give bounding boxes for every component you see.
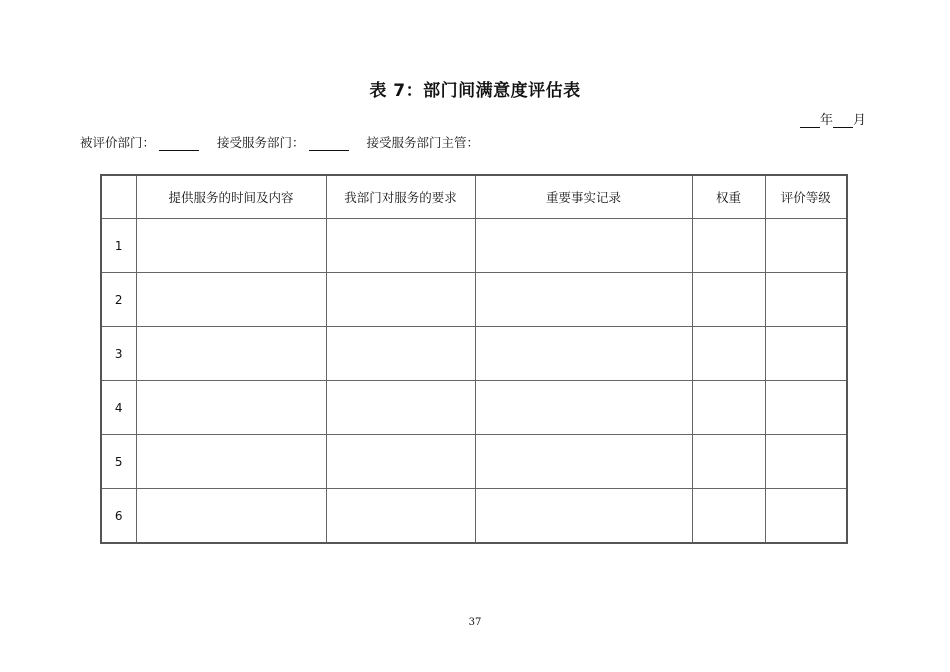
table-row [101,489,847,544]
header-service-time-content: 提供服务的时间及内容 [136,175,326,219]
table-row [101,327,847,381]
month-blank [833,115,853,128]
document-title: 表 7：部门间满意度评估表 [369,81,581,101]
receiving-supervisor-label: 接受服务部门主管： [366,135,480,150]
cell-rating[interactable] [765,489,847,544]
evaluation-table [100,174,848,544]
table-row [101,273,847,327]
cell-weight[interactable] [692,327,765,381]
cell-rating[interactable] [765,273,847,327]
cell-weight[interactable] [692,219,765,273]
header-service-requirements: 我部门对服务的要求 [326,175,475,219]
cell-weight[interactable] [692,381,765,435]
cell-rating[interactable] [765,219,847,273]
cell-service-requirements[interactable] [326,273,475,327]
row-number: 3 [101,327,136,381]
table-row [101,219,847,273]
header-key-facts: 重要事实记录 [475,175,692,219]
evaluated-dept-blank [159,138,199,151]
cell-service-requirements[interactable] [326,489,475,544]
evaluated-dept-label: 被评价部门： [80,135,156,150]
header-index [101,175,136,219]
cell-service-time-content[interactable] [136,489,326,544]
cell-rating[interactable] [765,327,847,381]
year-label: 年 [819,113,833,128]
cell-key-facts[interactable] [475,219,692,273]
receiving-dept-label: 接受服务部门： [217,135,305,150]
cell-service-requirements[interactable] [326,219,475,273]
cell-service-time-content[interactable] [136,327,326,381]
cell-weight[interactable] [692,273,765,327]
cell-key-facts[interactable] [475,435,692,489]
cell-service-time-content[interactable] [136,219,326,273]
year-blank [800,115,820,128]
month-label: 月 [852,113,866,128]
table-row [101,381,847,435]
row-number: 5 [101,435,136,489]
cell-rating[interactable] [765,435,847,489]
cell-service-time-content[interactable] [136,273,326,327]
row-number: 6 [101,489,136,544]
cell-service-time-content[interactable] [136,381,326,435]
cell-service-requirements[interactable] [326,435,475,489]
date-line [800,109,866,128]
cell-key-facts[interactable] [475,273,692,327]
cell-weight[interactable] [692,489,765,544]
header-weight: 权重 [692,175,765,219]
page-number: 37 [468,617,482,628]
row-number: 4 [101,381,136,435]
table-row [101,435,847,489]
cell-service-time-content[interactable] [136,435,326,489]
cell-key-facts[interactable] [475,489,692,544]
cell-service-requirements[interactable] [326,327,475,381]
cell-service-requirements[interactable] [326,381,475,435]
info-line [80,133,479,151]
cell-weight[interactable] [692,435,765,489]
cell-key-facts[interactable] [475,327,692,381]
row-number: 2 [101,273,136,327]
receiving-dept-blank [309,138,349,151]
header-rating: 评价等级 [765,175,847,219]
cell-rating[interactable] [765,381,847,435]
table-header-row [101,175,847,219]
row-number: 1 [101,219,136,273]
cell-key-facts[interactable] [475,381,692,435]
